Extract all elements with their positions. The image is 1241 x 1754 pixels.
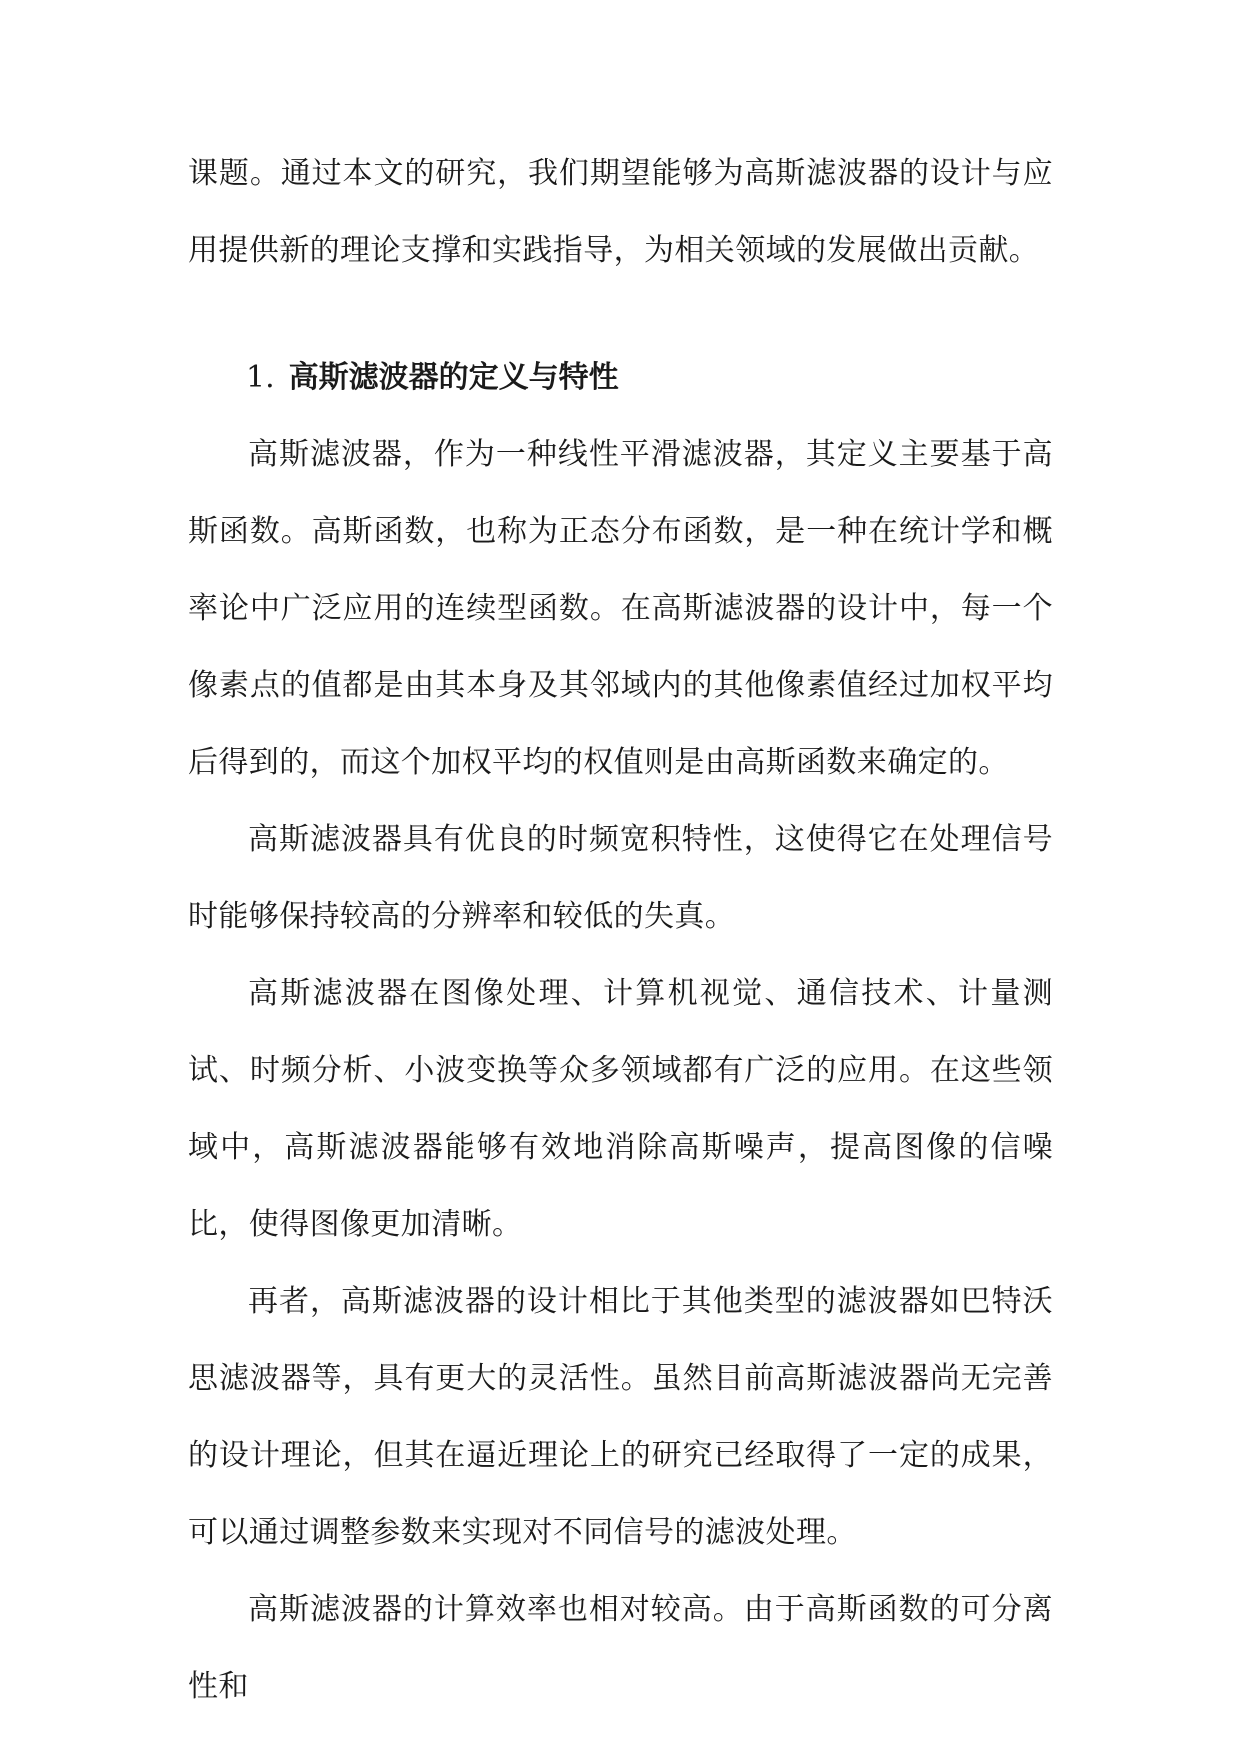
section-spacer [188, 289, 1053, 339]
paragraph-applications: 高斯滤波器在图像处理、计算机视觉、通信技术、计量测试、时频分析、小波变换等众多领域都有广泛的应用。在这些领域中，高斯滤波器能够有效地消除高斯噪声，提高图像的信噪比，使得图像更加清晰。 [188, 976, 1053, 1242]
paragraph-definition: 高斯滤波器，作为一种线性平滑滤波器，其定义主要基于高斯函数。高斯函数，也称为正态分布函数，是一种在统计学和概率论中广泛应用的连续型函数。在高斯滤波器的设计中，每一个像素点的值都是由其本身及其邻域内的其他像素值经过加权平均后得到的，而这个加权平均的权值则是由高斯函数来确定的。 [188, 437, 1053, 780]
section-number: 1. [246, 360, 275, 395]
document-body [188, 135, 1053, 1725]
paragraph-efficiency: 高斯滤波器的计算效率也相对较高。由于高斯函数的可分离性和 [188, 1592, 1053, 1704]
paragraph-continued: 课题。通过本文的研究，我们期望能够为高斯滤波器的设计与应用提供新的理论支撑和实践指导，为相关领域的发展做出贡献。 [188, 156, 1053, 268]
section-title: 高斯滤波器的定义与特性 [288, 360, 619, 395]
section-heading [188, 339, 1053, 416]
paragraph-flexibility: 再者，高斯滤波器的设计相比于其他类型的滤波器如巴特沃思滤波器等，具有更大的灵活性。虽然目前高斯滤波器尚无完善的设计理论，但其在逼近理论上的研究已经取得了一定的成果，可以通过调整参数来实现对不同信号的滤波处理。 [188, 1284, 1053, 1550]
paragraph-time-frequency: 高斯滤波器具有优良的时频宽积特性，这使得它在处理信号时能够保持较高的分辨率和较低的失真。 [188, 822, 1053, 934]
